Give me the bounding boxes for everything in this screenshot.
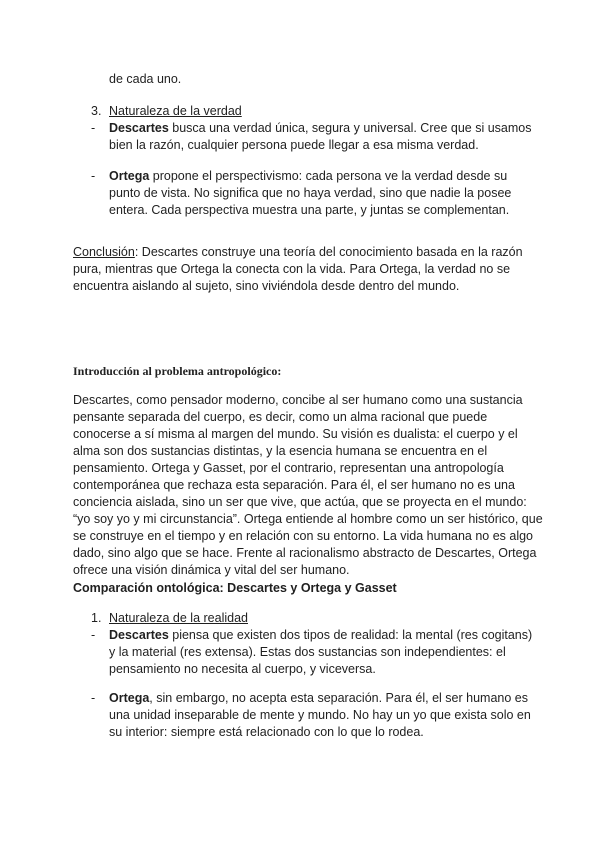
comparison-heading: Comparación ontológica: Descartes y Ortega y Gasset bbox=[73, 581, 397, 595]
bullet-descartes-realidad-line-1: Descartes piensa que existen dos tipos de realidad: la mental (res cogitans) bbox=[109, 628, 533, 642]
bullet-ortega-realidad-line-2: una unidad inseparable de mente y mundo. No hay un yo que exista solo en bbox=[109, 708, 531, 722]
bullet-descartes-realidad-line-2: y la material (res extensa). Estas dos sustancias son independientes: el bbox=[109, 645, 506, 659]
intro-line-6: contemporánea que rechaza esta separación. Para él, el ser humano no es una bbox=[73, 478, 515, 492]
bullet-dash: - bbox=[91, 691, 96, 705]
intro-line-7: conciencia aislada, sino un ser que vive, que actúa, que se proyecta en el mundo: bbox=[73, 495, 527, 509]
section-title-realidad: Naturaleza de la realidad bbox=[109, 611, 248, 625]
intro-heading: Introducción al problema antropológico: bbox=[73, 364, 282, 378]
bullet-dash: - bbox=[91, 121, 96, 135]
bullet-name: Ortega bbox=[109, 691, 150, 705]
bullet-dash: - bbox=[91, 628, 96, 642]
bullet-ortega-verdad-line-1: Ortega propone el perspectivismo: cada persona ve la verdad desde su bbox=[109, 169, 508, 183]
intro-line-10: dado, sino algo que se hace. Frente al racionalismo abstracto de Descartes, Ortega bbox=[73, 546, 537, 560]
list-number: 1. bbox=[91, 611, 102, 625]
bullet-name: Ortega bbox=[109, 169, 150, 183]
conclusion-line-3: encuentra aislando al sujeto, sino viviéndola desde dentro del mundo. bbox=[73, 279, 460, 293]
intro-line-1: Descartes, como pensador moderno, concibe al ser humano como una sustancia bbox=[73, 393, 523, 407]
bullet-descartes-verdad-line-1: Descartes busca una verdad única, segura y universal. Cree que si usamos bbox=[109, 121, 532, 135]
intro-line-5: pensamiento. Ortega y Gasset, por el contrario, representan una antropología bbox=[73, 461, 504, 475]
bullet-descartes-verdad-line-2: bien la razón, cualquier persona puede llegar a esa misma verdad. bbox=[109, 138, 479, 152]
intro-line-11: ofrece una visión dinámica y vital del ser humano. bbox=[73, 563, 350, 577]
continuation-text: de cada uno. bbox=[109, 72, 182, 86]
bullet-ortega-verdad-line-2: punto de vista. No significa que no haya verdad, sino que nadie la posee bbox=[109, 186, 512, 200]
intro-line-4: alma son dos sustancias distintas, y la esencia humana se encuentra en el bbox=[73, 444, 488, 458]
intro-line-2: pensante separada del cuerpo, es decir, como un alma racional que puede bbox=[73, 410, 488, 424]
bullet-name: Descartes bbox=[109, 121, 169, 135]
bullet-descartes-realidad-line-3: pensamiento no necesita al cuerpo, y viceversa. bbox=[109, 662, 376, 676]
conclusion-label: Conclusión bbox=[73, 245, 135, 259]
intro-line-8: “yo soy yo y mi circunstancia”. Ortega entiende al hombre como un ser histórico, que bbox=[73, 512, 543, 526]
conclusion-line-2: pura, mientras que Ortega la conecta con la vida. Para Ortega, la verdad no se bbox=[73, 262, 511, 276]
intro-line-9: se construye en el tiempo y en relación con su entorno. La vida humana no es algo bbox=[73, 529, 534, 543]
intro-line-3: conocerse a sí misma al margen del mundo. Su visión es dualista: el cuerpo y el bbox=[73, 427, 518, 441]
bullet-ortega-realidad-line-1: Ortega, sin embargo, no acepta esta separación. Para él, el ser humano es bbox=[109, 691, 528, 705]
bullet-name: Descartes bbox=[109, 628, 169, 642]
bullet-ortega-realidad-line-3: su interior: siempre está relacionado con lo que lo rodea. bbox=[109, 725, 424, 739]
section-title-verdad: Naturaleza de la verdad bbox=[109, 104, 242, 118]
conclusion-line-1: Conclusión: Descartes construye una teoría del conocimiento basada en la razón bbox=[73, 245, 523, 259]
list-number: 3. bbox=[91, 104, 102, 118]
bullet-dash: - bbox=[91, 169, 96, 183]
bullet-ortega-verdad-line-3: entera. Cada perspectiva muestra una parte, y juntas se complementan. bbox=[109, 203, 510, 217]
